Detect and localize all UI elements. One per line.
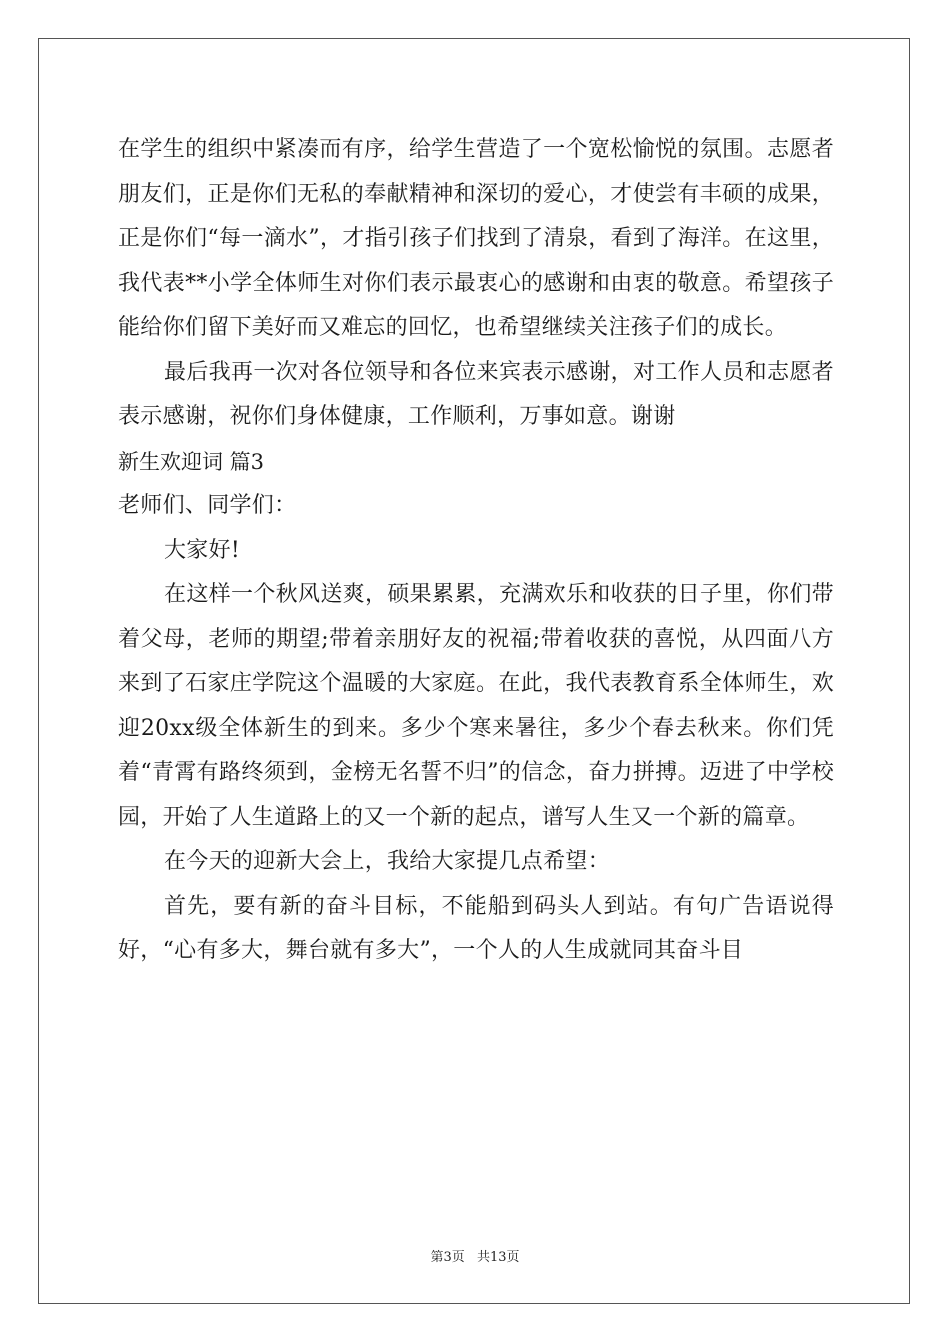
paragraph: 在这样一个秋风送爽，硕果累累，充满欢乐和收获的日子里，你们带着父母，老师的期望;带着亲朋好友的祝福;带着收获的喜悦，从四面八方来到了石家庄学院这个温暖的大家庭。在此，我代表教育系全体师生，欢迎20xx级全体新生的到来。多少个寒来暑往，多少个春去秋来。你们凭着“青霄有路终须到，金榜无名誓不归”的信念，奋力拼搏。迈进了中学校园，开始了人生道路上的又一个新的起点，谱写人生又一个新的篇章。 bbox=[118, 582, 834, 830]
document-body bbox=[118, 128, 834, 974]
paragraph: 在今天的迎新大会上，我给大家提几点希望： bbox=[164, 849, 611, 874]
greeting: 大家好! bbox=[164, 537, 241, 563]
page-footer bbox=[0, 1246, 950, 1265]
section-heading: 新生欢迎词 篇3 bbox=[118, 449, 265, 474]
page-total: 共13页 bbox=[476, 1250, 520, 1265]
salutation: 老师们、同学们： bbox=[118, 493, 297, 518]
page-number: 第3页 bbox=[430, 1250, 465, 1265]
paragraph: 最后我再一次对各位领导和各位来宾表示感谢，对工作人员和志愿者表示感谢，祝你们身体健康，工作顺利，万事如意。谢谢 bbox=[118, 359, 834, 429]
paragraph: 在学生的组织中紧凑而有序，给学生营造了一个宽松愉悦的氛围。志愿者朋友们，正是你们无私的奉献精神和深切的爱心，才使尝有丰硕的成果，正是你们“每一滴水”，才指引孩子们找到了清泉，看到了海洋。在这里，我代表**小学全体师生对你们表示最衷心的感谢和由衷的敬意。希望孩子能给你们留下美好而又难忘的回忆，也希望继续关注孩子们的成长。 bbox=[118, 137, 834, 340]
paragraph: 首先，要有新的奋斗目标，不能船到码头人到站。有句广告语说得好，“心有多大，舞台就有多大”，一个人的人生成就同其奋斗目 bbox=[118, 893, 834, 963]
